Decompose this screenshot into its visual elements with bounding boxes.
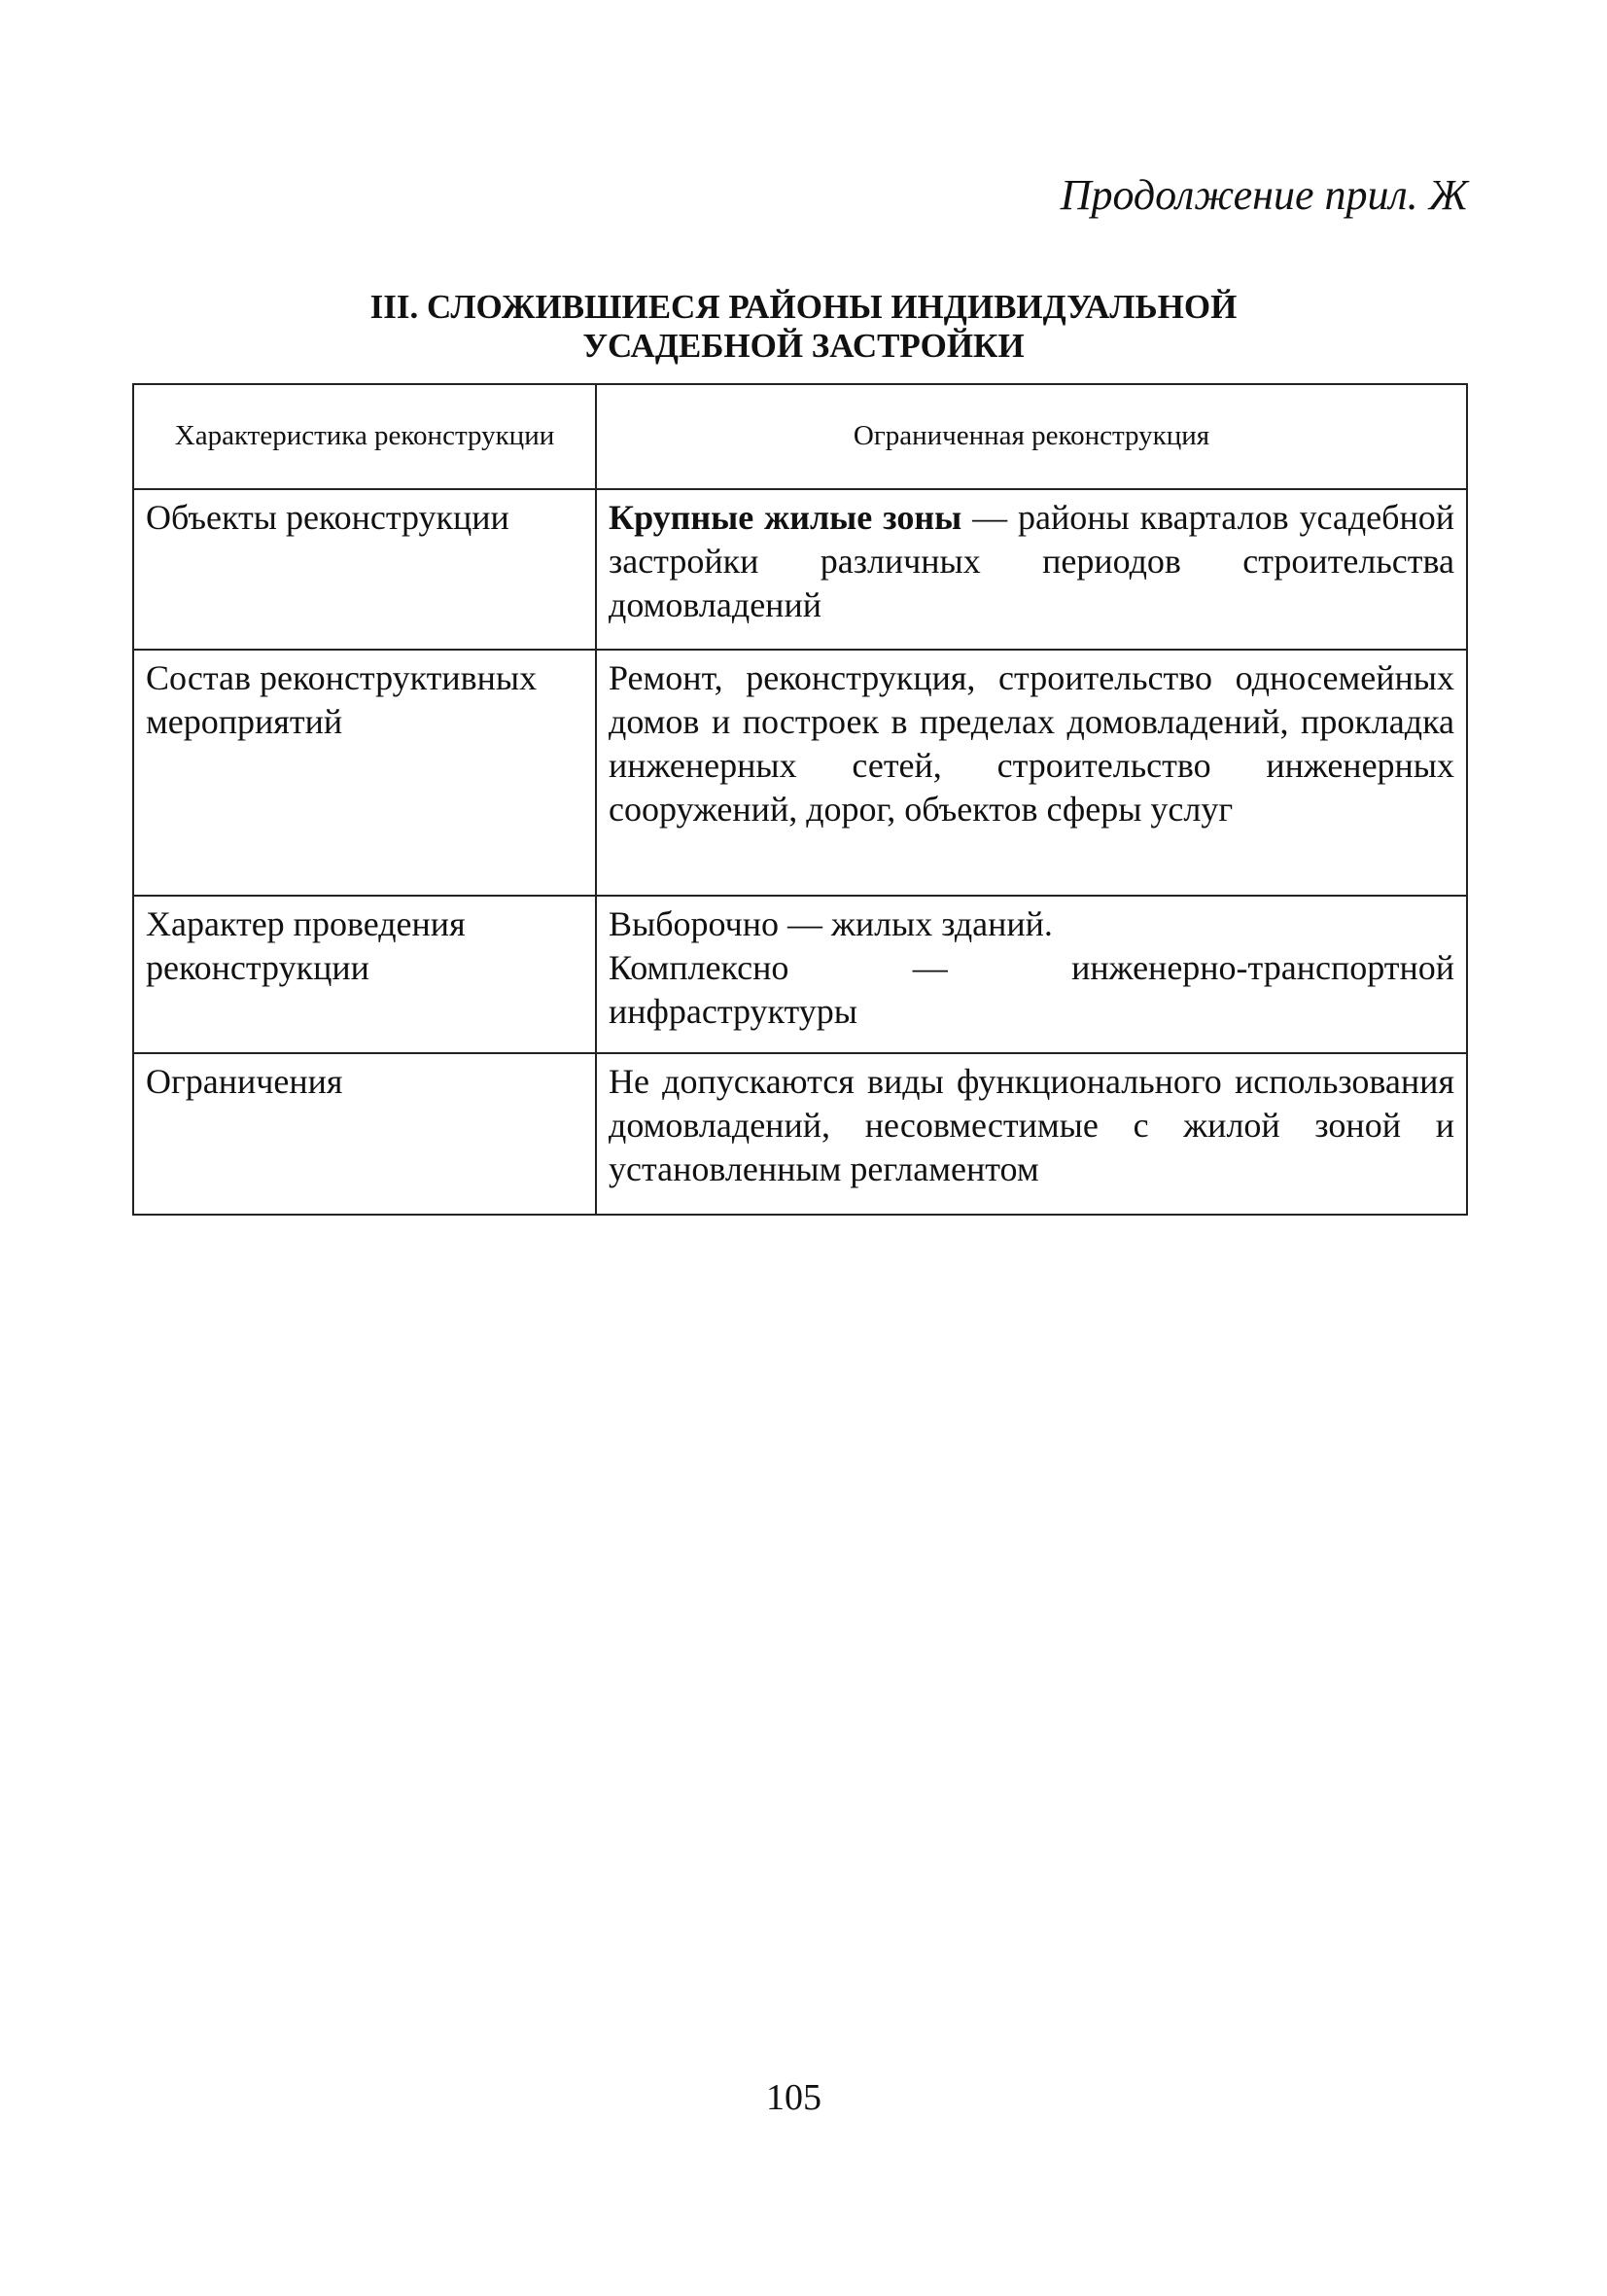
table-row [133,650,1467,896]
title-line-1: III. СЛОЖИВШИЕСЯ РАЙОНЫ ИНДИВИДУАЛЬНОЙ [369,288,1238,326]
header-characteristic: Характеристика реконструкции [133,384,596,489]
row-value [596,489,1467,650]
row-label: Ограничения [133,1053,596,1215]
header-limited-reconstruction: Ограниченная реконструкция [596,384,1467,489]
continuation-note: Продолжение прил. Ж [1060,171,1468,219]
table-row [133,489,1467,650]
table-header-row [133,384,1467,489]
reconstruction-table [132,383,1468,1216]
table-row [133,1053,1467,1215]
row-label: Характер проведения реконструкции [133,896,596,1053]
row-label: Объекты реконструкции [133,489,596,650]
title-line-2: УСАДЕБНОЙ ЗАСТРОЙКИ [582,327,1025,365]
row-value [596,896,1467,1053]
bold-term: Крупные жилые зоны [609,498,962,537]
row-value: Ремонт, реконструкция, строительство односемейных домов и построек в пределах домовладений, прокладка инженерных сетей, строительство инженерных сооружений, дорог, объектов сферы услуг [596,650,1467,896]
page-number: 105 [766,2077,821,2118]
table-row [133,896,1467,1053]
row-label: Состав реконструктивных мероприятий [133,650,596,896]
row-value: Не допускаются виды функционального использования домовладений, несовместимые с жилой зоной и установленным регламентом [596,1053,1467,1215]
row-text: — районы кварталов усадебной застройки различных периодов строительства домовладений [609,498,1454,624]
section-title [0,288,1607,366]
row-text-2: Комплексно — инженерно-транспортной инфраструктуры [609,948,1454,1031]
row-text: Выборочно — жилых зданий. [609,904,1053,943]
